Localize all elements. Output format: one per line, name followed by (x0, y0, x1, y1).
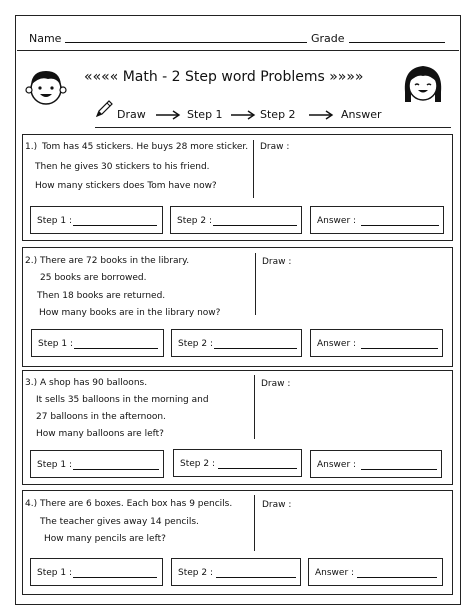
problem-2-line-2: 25 books are borrowed. (40, 273, 147, 283)
problem-1-answer-box[interactable] (310, 206, 444, 234)
girl-face-icon (399, 58, 447, 108)
step2-line[interactable] (216, 577, 296, 578)
problem-2-step2-box[interactable] (171, 329, 302, 357)
problem-2-line-1: There are 72 books in the library. (40, 256, 190, 266)
problem-4-answer-box[interactable] (308, 558, 443, 586)
answer-line[interactable] (361, 348, 438, 349)
step2-line[interactable] (214, 348, 297, 349)
problem-3-line-3: 27 balloons in the afternoon. (36, 412, 166, 422)
problem-1-line-1: Tom has 45 stickers. He buys 28 more sticker. (42, 142, 249, 152)
grade-label: Grade (311, 32, 345, 45)
grade-field[interactable] (349, 42, 445, 43)
step2-label: Step 2 : (177, 216, 212, 226)
problem-4-step1-box[interactable] (30, 558, 163, 586)
arrow-right-icon (155, 110, 181, 120)
steps-step1: Step 1 (187, 108, 223, 121)
step1-label: Step 1 : (37, 460, 72, 470)
step1-label: Step 1 : (37, 568, 72, 578)
problem-3-divider (254, 375, 255, 439)
problem-3-line-2: It sells 35 balloons in the morning and (36, 395, 209, 405)
worksheet-title: «««« Math - 2 Step word Problems »»»» (84, 69, 364, 85)
problem-4-line-2: The teacher gives away 14 pencils. (40, 517, 199, 527)
problem-4-draw-label: Draw : (262, 500, 292, 510)
step2-label: Step 2 : (180, 459, 215, 469)
problem-1-number: 1.) (25, 142, 38, 152)
step1-label: Step 1 : (38, 339, 73, 349)
step2-line[interactable] (213, 225, 297, 226)
problem-4-number: 4.) (25, 499, 38, 509)
problem-1-draw-area[interactable] (256, 152, 446, 196)
problem-1-draw-label: Draw : (260, 142, 290, 152)
arrow-right-icon (308, 110, 334, 120)
problem-3-step2-box[interactable] (173, 449, 302, 477)
problem-1-step2-box[interactable] (170, 206, 302, 234)
step1-line[interactable] (73, 225, 157, 226)
problem-2-answer-box[interactable] (310, 329, 443, 357)
problem-4-step2-box[interactable] (171, 558, 301, 586)
step2-label: Step 2 : (178, 568, 213, 578)
arrow-right-icon (230, 110, 256, 120)
answer-label: Answer : (317, 339, 357, 349)
problem-4-line-1: There are 6 boxes. Each box has 9 pencils. (40, 499, 233, 509)
banner-underline (95, 127, 451, 128)
problem-4-line-3: How many pencils are left? (44, 534, 166, 544)
problem-3-draw-label: Draw : (261, 379, 291, 389)
problem-4-divider (254, 495, 255, 551)
problem-3-number: 3.) (25, 378, 38, 388)
step2-line[interactable] (218, 468, 297, 469)
problem-1-line-2: Then he gives 30 stickers to his friend. (35, 162, 210, 172)
answer-label: Answer : (317, 460, 357, 470)
answer-label: Answer : (317, 216, 357, 226)
boy-face-icon (24, 63, 68, 109)
problem-3-line-4: How many balloons are left? (36, 429, 164, 439)
step1-label: Step 1 : (37, 216, 72, 226)
name-field[interactable] (65, 42, 307, 43)
step1-line[interactable] (74, 348, 158, 349)
problem-3-draw-area[interactable] (257, 390, 445, 438)
steps-step2: Step 2 (260, 108, 296, 121)
step1-line[interactable] (73, 469, 159, 470)
step2-label: Step 2 : (178, 339, 213, 349)
problem-2-line-4: How many books are in the library now? (39, 308, 221, 318)
steps-answer: Answer (341, 108, 382, 121)
problem-1-line-3: How many stickers does Tom have now? (35, 181, 217, 191)
problem-2-line-3: Then 18 books are returned. (37, 291, 166, 301)
name-label: Name (29, 32, 62, 45)
answer-line[interactable] (361, 225, 439, 226)
problem-2-draw-label: Draw : (262, 257, 292, 267)
problem-3-step1-box[interactable] (30, 450, 164, 478)
problem-2-divider (255, 253, 256, 315)
step1-line[interactable] (73, 577, 157, 578)
pencil-icon (94, 99, 114, 119)
answer-label: Answer : (315, 568, 355, 578)
problem-3-line-1: A shop has 90 balloons. (40, 378, 148, 388)
problem-4-draw-area[interactable] (258, 511, 446, 551)
problem-2-draw-area[interactable] (258, 268, 446, 314)
problem-1-divider (253, 140, 254, 198)
problem-2-step1-box[interactable] (31, 329, 164, 357)
problem-1-step1-box[interactable] (30, 206, 163, 234)
answer-line[interactable] (361, 469, 437, 470)
answer-line[interactable] (357, 577, 437, 578)
problem-2-number: 2.) (25, 256, 38, 266)
problem-3-answer-box[interactable] (310, 450, 442, 478)
steps-draw: Draw (117, 108, 146, 121)
